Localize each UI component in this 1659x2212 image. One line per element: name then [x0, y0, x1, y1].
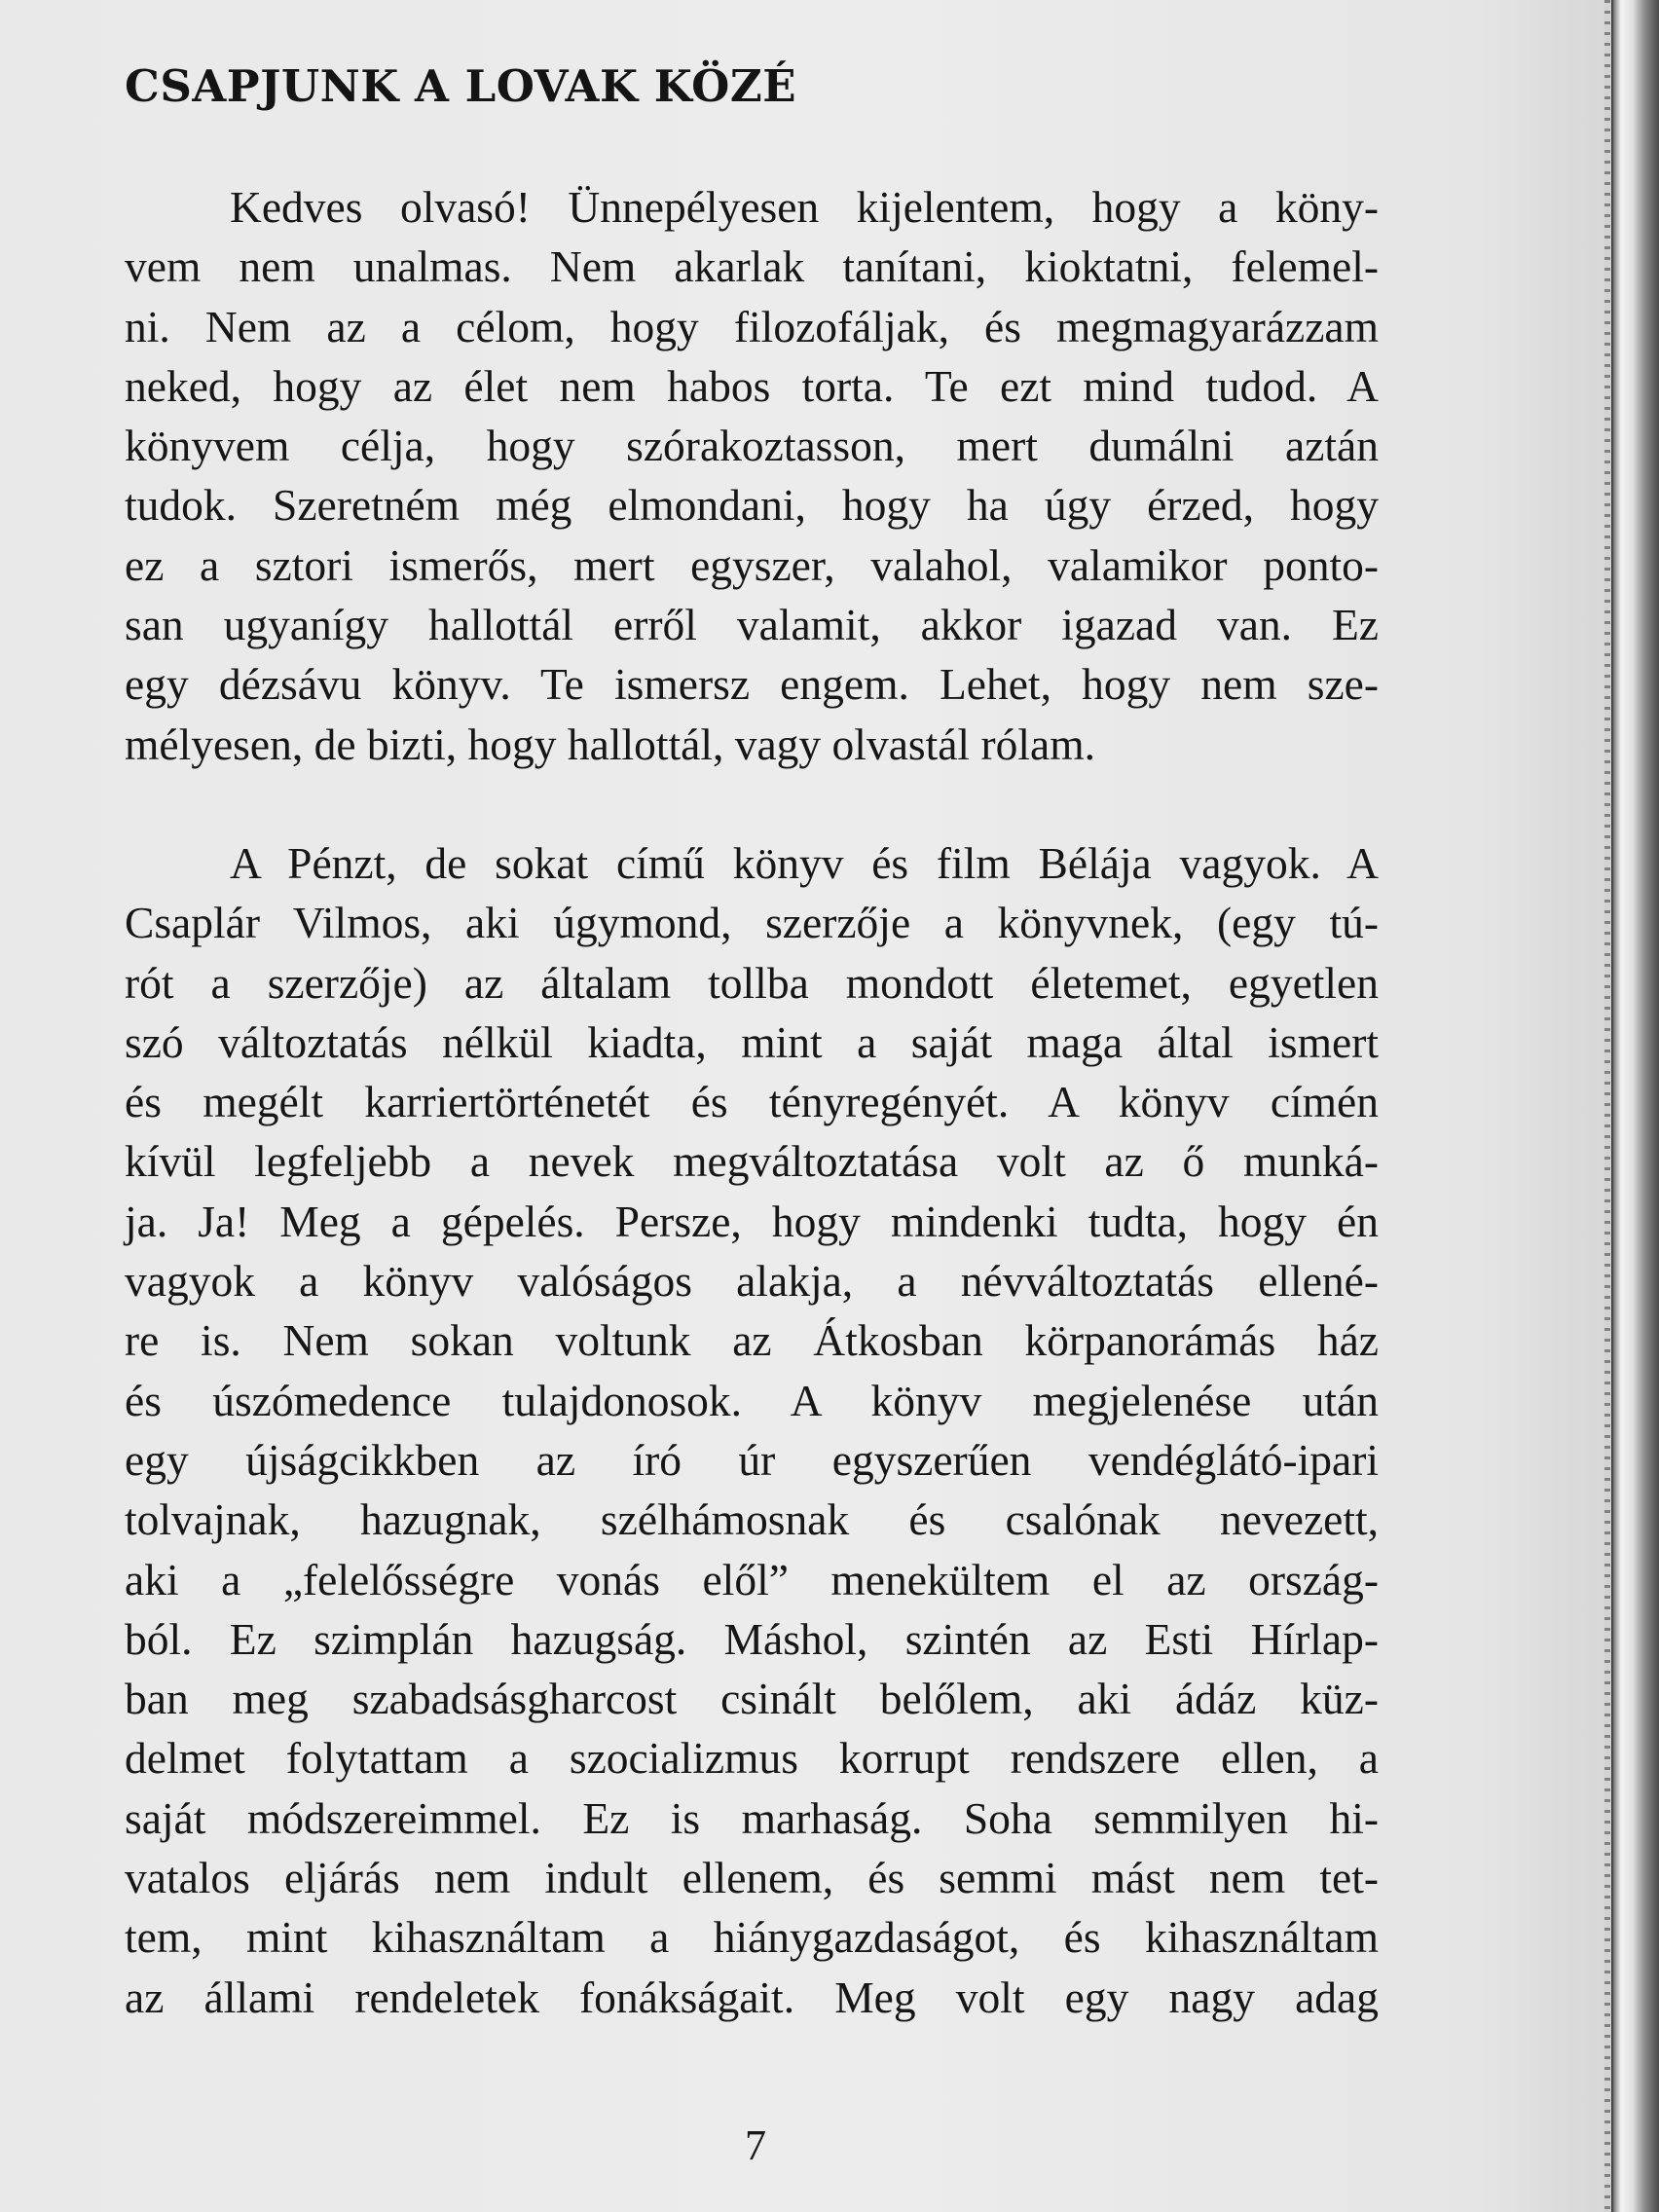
text-line: aki a „felelősségre vonás elől” menekültem el az ország- [125, 1554, 1379, 1604]
text-line: saját módszereimmel. Ez is marhaság. Soha semmilyen hi- [125, 1792, 1379, 1843]
text-line: tem, mint kihasználtam a hiánygazdaságot, és kihasználtam [125, 1912, 1379, 1963]
text-line: egy dézsávu könyv. Te ismersz engem. Lehet, hogy nem sze- [125, 659, 1379, 710]
text-line: mélyesen, de bizti, hogy hallottál, vagy olvastál rólam. [125, 719, 1095, 769]
text-line: vatalos eljárás nem indult ellenem, és semmi mást nem tet- [125, 1853, 1379, 1903]
adjacent-page-edge [1611, 0, 1659, 2212]
text-line: Kedves olvasó! Ünnepélyesen kijelentem, hogy a köny- [230, 182, 1379, 232]
chapter-body [125, 177, 1379, 2027]
page-number: 7 [745, 2121, 766, 2169]
paragraph-2 [125, 833, 1379, 2027]
text-line: delmet folytattam a szocializmus korrupt rendszere ellen, a [125, 1733, 1379, 1784]
text-line: Csaplár Vilmos, aki úgymond, szerzője a könyvnek, (egy tú- [125, 898, 1379, 948]
text-line: ban meg szabadsásgharcost csinált belőlem, aki ádáz küz- [125, 1674, 1379, 1724]
chapter-heading: CSAPJUNK A LOVAK KÖZÉ [125, 60, 797, 112]
text-line: ból. Ez szimplán hazugság. Máshol, szintén az Esti Hírlap- [125, 1613, 1379, 1664]
text-line: ni. Nem az a célom, hogy filozofáljak, és megmagyarázzam [125, 301, 1379, 351]
text-line: tolvajnak, hazugnak, szélhámosnak és csalónak nevezett, [125, 1494, 1379, 1545]
text-line: vagyok a könyv valóságos alakja, a névváltoztatás ellené- [125, 1256, 1379, 1307]
text-line: rót a szerzője) az általam tollba mondott életemet, egyetlen [125, 957, 1379, 1008]
text-line: re is. Nem sokan voltunk az Átkosban körpanorámás ház [125, 1315, 1379, 1366]
text-line: az állami rendeletek fonákságait. Meg volt egy nagy adag [125, 1972, 1379, 2022]
text-line: A Pénzt, de sokat című könyv és film Bélája vagyok. A [230, 837, 1379, 888]
text-line: könyvem célja, hogy szórakoztasson, mert dumálni aztán [125, 421, 1379, 471]
text-line: egy újságcikkben az író úr egyszerűen vendéglátó-ipari [125, 1434, 1379, 1485]
text-line: és úszómedence tulajdonosok. A könyv megjelenése után [125, 1375, 1379, 1425]
text-line: tudok. Szeretném még elmondani, hogy ha úgy érzed, hogy [125, 480, 1379, 531]
text-line: szó változtatás nélkül kiadta, mint a saját maga által ismert [125, 1016, 1379, 1067]
text-line: san ugyanígy hallottál erről valamit, akkor igazad van. Ez [125, 600, 1379, 650]
text-line: és megélt karriertörténetét és tényregényét. A könyv címén [125, 1077, 1379, 1127]
paragraph-1 [125, 177, 1379, 774]
text-line: ez a sztori ismerős, mert egyszer, valahol, valamikor ponto- [125, 539, 1379, 590]
page-edge [1604, 0, 1610, 2212]
text-line: kívül legfeljebb a nevek megváltoztatása volt az ő munká- [125, 1136, 1379, 1187]
text-line: ja. Ja! Meg a gépelés. Persze, hogy mindenki tudta, hogy én [125, 1196, 1379, 1246]
text-line: vem nem unalmas. Nem akarlak tanítani, kioktatni, felemel- [125, 241, 1379, 292]
text-line: neked, hogy az élet nem habos torta. Te ezt mind tudod. A [125, 360, 1379, 411]
